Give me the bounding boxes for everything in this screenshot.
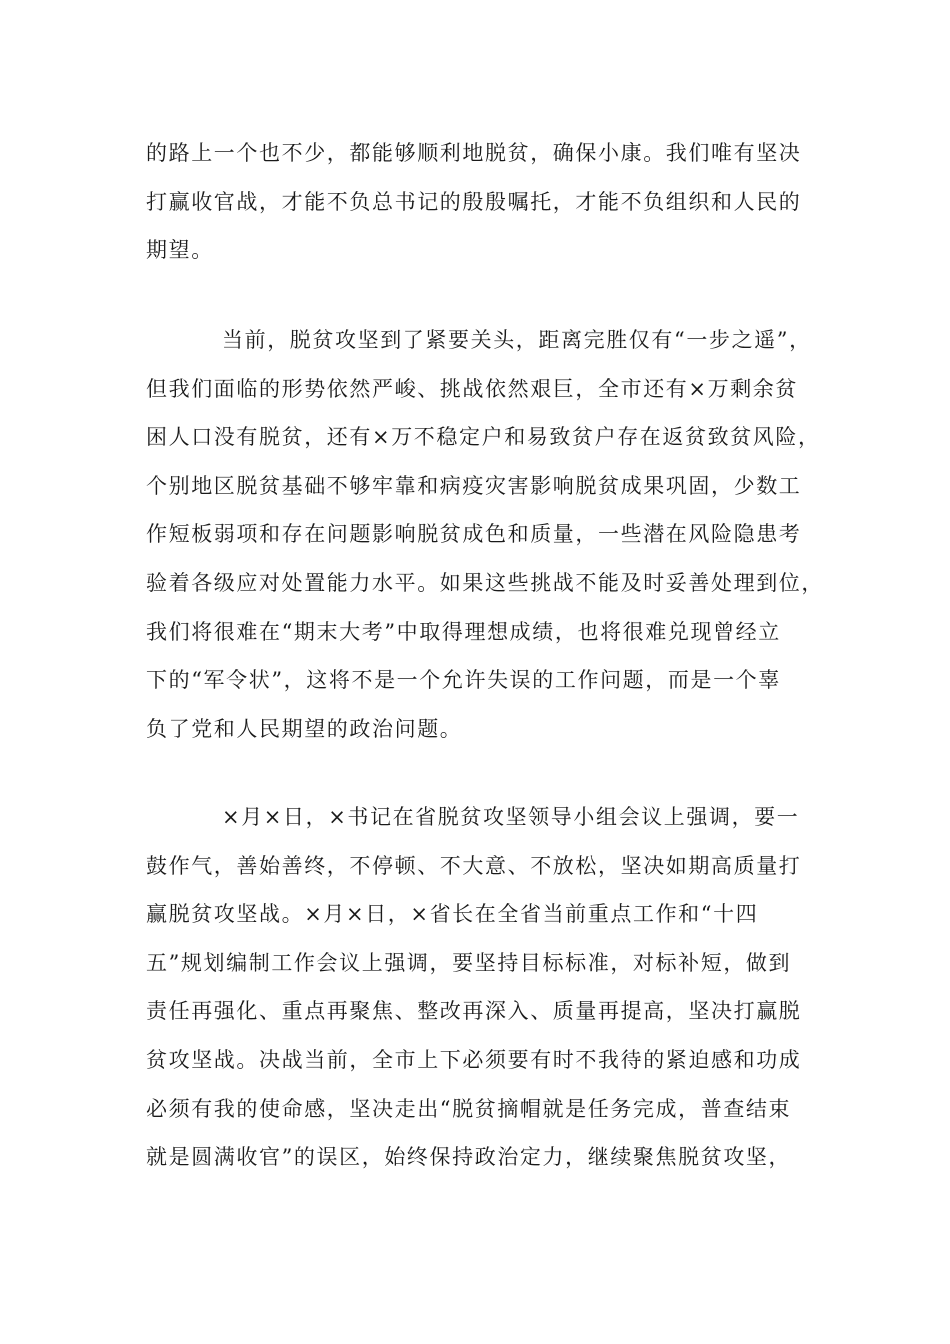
- text-line: 责任再强化、重点再聚焦、整改再深入、质量再提高，坚决打赢脱: [146, 999, 802, 1024]
- text-line: 期望。: [146, 238, 214, 263]
- text-line: 必须有我的使命感，坚决走出“脱贫摘帽就是任务完成，普查结束: [146, 1096, 792, 1121]
- text-line: 赢脱贫攻坚战。×月×日，×省长在全省当前重点工作和“十四: [146, 902, 759, 927]
- paragraph-leadership-remarks: [146, 793, 826, 1182]
- text-line: 就是圆满收官”的误区，始终保持政治定力，继续聚焦脱贫攻坚，: [146, 1145, 792, 1170]
- text-line: 当前，脱贫攻坚到了紧要关头，距离完胜仅有“一步之遥”，: [222, 328, 812, 352]
- text-line: 个别地区脱贫基础不够牢靠和病疫灾害影响脱贫成果巩固，少数工: [146, 473, 802, 498]
- text-line: 负了党和人民期望的政治问题。: [146, 716, 463, 741]
- text-line: 但我们面临的形势依然严峻、挑战依然艰巨，全市还有×万剩余贫: [146, 376, 798, 401]
- text-line: 打赢收官战，才能不负总书记的殷殷嘱托，才能不负组织和人民的: [146, 189, 802, 214]
- text-line: 作短板弱项和存在问题影响脱贫成色和质量，一些潜在风险隐患考: [146, 522, 802, 547]
- text-line: 贫攻坚战。决战当前，全市上下必须要有时不我待的紧迫感和功成: [146, 1047, 802, 1072]
- text-line: 我们将很难在“期末大考”中取得理想成绩，也将很难兑现曾经立: [146, 619, 781, 644]
- text-line: 的路上一个也不少，都能够顺利地脱贫，确保小康。我们唯有坚决: [146, 141, 802, 165]
- text-line: 下的“军令状”，这将不是一个允许失误的工作问题，而是一个辜: [146, 668, 781, 693]
- text-line: ×月×日，×书记在省脱贫攻坚领导小组会议上强调，要一: [222, 805, 800, 829]
- paragraph-current-situation: [146, 316, 826, 753]
- text-line: 鼓作气，善始善终，不停顿、不大意、不放松，坚决如期高质量打: [146, 853, 802, 878]
- text-line: 验着各级应对处置能力水平。如果这些挑战不能及时妥善处理到位，: [146, 570, 824, 595]
- text-line: 困人口没有脱贫，还有×万不稳定户和易致贫户存在返贫致贫风险，: [146, 425, 821, 450]
- paragraph-continuation: [146, 129, 826, 275]
- text-line: 五”规划编制工作会议上强调，要坚持目标标准，对标补短，做到: [146, 950, 792, 975]
